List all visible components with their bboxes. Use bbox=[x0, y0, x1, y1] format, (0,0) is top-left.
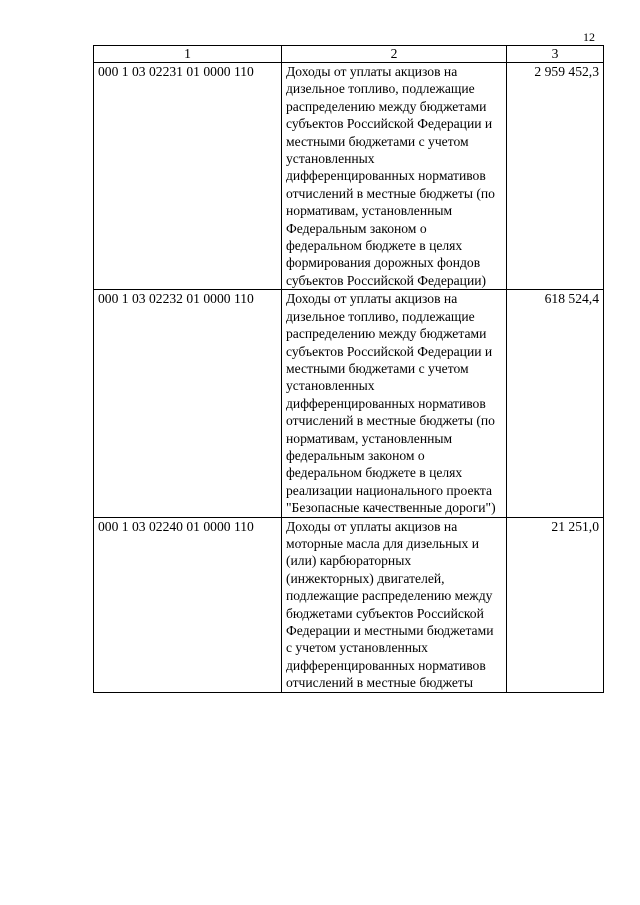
page-number: 12 bbox=[583, 30, 595, 44]
budget-classification-code: 000 1 03 02231 01 0000 110 bbox=[94, 63, 282, 290]
revenue-amount: 21 251,0 bbox=[507, 517, 604, 692]
revenue-table bbox=[93, 45, 604, 693]
revenue-description: Доходы от уплаты акцизов на дизельное топливо, подлежащие распределению между бюджетами субъектов Российской Федерации и местными бюджетами с учетом установленных дифференцированных нормативов отчислений в местные бюджеты (по нормативам, установленным федеральным законом о федеральном бюджете в целях реализации национального проекта "Безопасные качественные дороги") bbox=[282, 290, 507, 517]
column-header-1: 1 bbox=[94, 46, 282, 63]
table-row bbox=[94, 517, 604, 692]
budget-classification-code: 000 1 03 02232 01 0000 110 bbox=[94, 290, 282, 517]
column-header-3: 3 bbox=[507, 46, 604, 63]
table-row bbox=[94, 290, 604, 517]
revenue-description: Доходы от уплаты акцизов на моторные масла для дизельных и (или) карбюраторных (инжекторных) двигателей, подлежащие распределению между бюджетами субъектов Российской Федерации и местными бюджетами с учетом установленных дифференцированных нормативов отчислений в местные бюджеты bbox=[282, 517, 507, 692]
table-row bbox=[94, 63, 604, 290]
table-header-row bbox=[94, 46, 604, 63]
budget-classification-code: 000 1 03 02240 01 0000 110 bbox=[94, 517, 282, 692]
column-header-2: 2 bbox=[282, 46, 507, 63]
revenue-amount: 2 959 452,3 bbox=[507, 63, 604, 290]
revenue-description: Доходы от уплаты акцизов на дизельное топливо, подлежащие распределению между бюджетами субъектов Российской Федерации и местными бюджетами с учетом установленных дифференцированных нормативов отчислений в местные бюджеты (по нормативам, установленным Федеральным законом о федеральном бюджете в целях формирования дорожных фондов субъектов Российской Федерации) bbox=[282, 63, 507, 290]
revenue-amount: 618 524,4 bbox=[507, 290, 604, 517]
